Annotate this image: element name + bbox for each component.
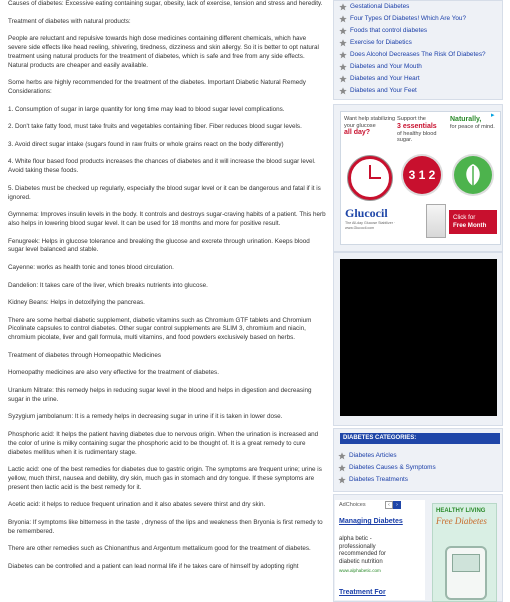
article-paragraph: Causes of diabetes: Excessive eating containing sugar, obesity, lack of exercise, tension and stress and heredity.: [8, 0, 323, 7]
ad-next-arrow[interactable]: ›: [393, 501, 401, 509]
leaf-icon: [454, 156, 492, 194]
article-paragraph: There are other remedies such as Chionanthus and Argentum mettalicum good for the treatment of diabetes.: [8, 545, 311, 553]
category-label: Diabetes Articles: [349, 452, 397, 459]
ad-body-1: alpha betic - professionally recommended for diabetic nutrition: [339, 536, 387, 565]
star-bullet-icon: [339, 27, 347, 35]
ad-text-2a: Support the: [397, 116, 426, 122]
recent-post-label: Foods that control diabetes: [350, 27, 428, 34]
article-paragraph: Acetic acid: it helps to reduce frequent urination and it also abates severe thirst and dry skin.: [8, 501, 266, 509]
article-paragraph: Treatment of diabetes with natural products:: [8, 17, 131, 25]
article-paragraph: Homeopathy medicines are also very effective for the treatment of diabetes.: [8, 369, 219, 377]
article-paragraph: Phosphoric acid: It helps the patient having diabetes due to nervous origin. When the urination is increased and the color of urine is milky containing sugar the phosphoric acid to be thought of. It is a great remedy to cure diabetes mellitus when it is rudimentary stage.: [8, 431, 319, 456]
article-paragraph: Treatment of diabetes through Homeopathic Medicines: [8, 351, 162, 359]
banner-line-1: HEALTHY LIVING: [436, 508, 486, 514]
recent-post-link[interactable]: [334, 1, 502, 13]
star-bullet-icon: [339, 75, 347, 83]
recent-post-link[interactable]: [334, 37, 502, 49]
article-body: [8, 0, 326, 600]
star-bullet-icon: [339, 87, 347, 95]
article-paragraph: Gymnema: Improves insulin levels in the body. It controls and destroys sugar-craving habits of a patient. This herb also helps in lowering blood sugar level. It can be used for 18 months and more for positive result.: [8, 211, 326, 227]
categories-list: [333, 450, 501, 486]
star-bullet-icon: [339, 39, 347, 47]
recent-posts-box: [333, 0, 503, 100]
ad-text-1: Want help stabilizing your glucose: [344, 116, 396, 129]
product-box-image: [426, 204, 446, 238]
article-paragraph: 4. White flour based food products increases the chances of diabetes and it will increase the blood sugar level. Avoid taking these foods.: [8, 158, 316, 175]
categories-heading: DIABETES CATEGORIES:: [340, 433, 500, 444]
article-paragraph: People are reluctant and repulsive towards high dose medicines containing different chemicals, which have severe side effects like head reeling, shivering, tiredness, dizziness and skin allergy. So it is better to opt natural treatment using natural products for the treatment of diabetes, which is safe and free from any side effects. Natural products are cheaper and easily available.: [8, 35, 319, 69]
recent-post-label: Gestational Diabetes: [350, 3, 410, 10]
article-paragraph: Kidney Beans: Helps in detoxifying the pancreas.: [8, 299, 145, 307]
recent-post-link[interactable]: [334, 73, 502, 85]
ad-text-3a: Naturally,: [450, 116, 482, 123]
article-paragraph: Uranium Nitrate: this remedy helps in reducing sugar level in the blood and helps in digestion and decreasing sugar in the urine.: [8, 387, 312, 403]
recent-posts-list: [334, 1, 502, 97]
text-ad: [335, 500, 425, 600]
ad-url-1[interactable]: www.alphabetic.com: [339, 568, 381, 573]
article-paragraph: 3. Avoid direct sugar intake (sugars found in raw fruits or whole grains react on the body differently): [8, 140, 284, 148]
recent-post-label: Diabetes and Your Mouth: [350, 63, 422, 70]
ad-text-2b: 3 essentials: [397, 122, 437, 130]
star-bullet-icon: [339, 15, 347, 23]
glucose-meter-image: [445, 546, 487, 600]
healthy-living-banner[interactable]: [432, 503, 497, 602]
category-link[interactable]: [333, 450, 501, 462]
article-paragraph: Some herbs are highly recommended for the treatment of the diabetes. Important Diabetic Natural Remedy Considerations:: [8, 79, 306, 95]
ad-text-1b: all day?: [344, 129, 371, 136]
article-paragraph: Diabetes can be controlled and a patient can lead normal life if he takes care of himself by adopting right: [8, 563, 299, 570]
recent-post-link[interactable]: [334, 61, 502, 73]
article-paragraph: 2. Don't take fatty food, must take fruits and vegetables containing fiber. Fiber reduces blood sugar levels.: [8, 123, 302, 131]
ad-panel-badge: [397, 116, 449, 198]
article-paragraph: Fenugreek: Helps in glucose tolerance and breaking the glucose and excrete through urination. Keeps blood sugar level balanced and stable.: [8, 237, 310, 254]
recent-post-link[interactable]: [334, 13, 502, 25]
category-label: Diabetes Treatments: [349, 476, 408, 483]
adchoices-icon[interactable]: ▸: [491, 112, 495, 119]
recent-post-label: Diabetes and Your Heart: [350, 75, 420, 82]
article-paragraph: Dandelion: It takes care of the liver, which breaks nutrients into glucose.: [8, 281, 208, 289]
ad-panel-clock: [344, 116, 396, 198]
star-bullet-icon: [338, 476, 346, 484]
article-paragraph: Syzygium jambolanum: It is a remedy helps in decreasing sugar in urine if it is taken in lower dose.: [8, 413, 283, 421]
star-bullet-icon: [338, 464, 346, 472]
glucocil-logo: Glucocil The All-day Glucose Stabilizer · www.Glucocil.com: [345, 206, 396, 230]
recent-post-link[interactable]: [334, 25, 502, 37]
banner-line-2: Free Diabetes: [436, 516, 487, 526]
ad-text-2c: of healthy blood sugar.: [397, 130, 437, 143]
category-link[interactable]: [333, 474, 501, 486]
cta-line-2: Free Month: [453, 222, 487, 229]
recent-post-label: Diabetes and Your Feet: [350, 87, 417, 94]
article-paragraph: There are some herbal diabetic supplement, diabetic vitamins such as Chromium GTF tablets and Chromium Picolinate capsules to control diabetes. Other sugar control supplements are SLIM 3, chromium and niacin, chromium picolate, liver and gall formula, multi vitamins, and food powders exclusively based on herbs.: [8, 316, 312, 342]
cta-line-1: Click for: [453, 214, 476, 221]
recent-post-label: Does Alcohol Decreases The Risk Of Diabetes?: [350, 51, 486, 58]
star-bullet-icon: [339, 51, 347, 59]
free-month-button[interactable]: [449, 210, 497, 234]
clock-icon: [348, 156, 392, 200]
ad-title-1[interactable]: Managing Diabetes: [339, 518, 403, 525]
article-paragraph: 5. Diabetes must be checked up regularly, especially the blood sugar level or it can be dangerous and fatal if it is ignored.: [8, 184, 321, 201]
ad-title-2[interactable]: Treatment For: [339, 589, 386, 596]
ad-text-3b: for peace of mind.: [450, 124, 495, 130]
category-label: Diabetes Causes & Symptoms: [349, 464, 436, 471]
star-bullet-icon: [339, 3, 347, 11]
sidebar: [333, 0, 503, 600]
star-bullet-icon: [339, 63, 347, 71]
adchoices-label[interactable]: AdChoices: [339, 502, 366, 508]
article-paragraph: 1. Consumption of sugar in large quantity for long time may lead to blood sugar level complications.: [8, 105, 285, 113]
recent-post-label: Four Types Of Diabetes! Which Are You?: [350, 15, 467, 22]
glucocil-ad[interactable]: [340, 111, 501, 245]
ad-prev-arrow[interactable]: ‹: [385, 501, 393, 509]
category-link[interactable]: [333, 462, 501, 474]
recent-post-label: Exercise for Diabetics: [350, 39, 412, 46]
badge-312-icon: 3 1 2: [403, 156, 441, 194]
article-paragraph: Cayenne: works as health tonic and tones blood circulation.: [8, 263, 174, 271]
recent-post-link[interactable]: [334, 85, 502, 97]
star-bullet-icon: [338, 452, 346, 460]
video-player[interactable]: [340, 259, 497, 416]
recent-post-link[interactable]: [334, 49, 502, 61]
article-paragraph: Bryonia: If symptoms like bitterness in the taste , dryness of the lips and weakness then Bryonia is first remedy to be remembered.: [8, 519, 323, 535]
ad-panel-leaf: [450, 116, 498, 198]
article-paragraph: Lactic acid: one of the best remedies for diabetes due to gastric origin. The symptoms are frequent urine; urine is yellow, much thirst, nausea and debility, dry skin, much gas in stomach and dry tongue. If these symptoms are present then lactic acid is the best remedy for it.: [8, 466, 322, 491]
